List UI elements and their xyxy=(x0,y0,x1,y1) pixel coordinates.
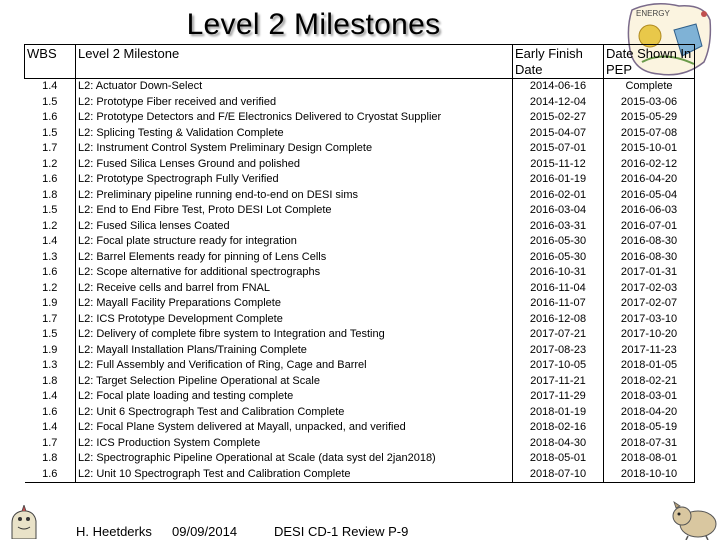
table-row xyxy=(25,374,695,390)
date-shown-cell: 2017-03-10 xyxy=(604,312,695,328)
early-finish-cell: 2018-04-30 xyxy=(513,436,604,452)
table-row xyxy=(25,265,695,281)
early-finish-cell: 2014-06-16 xyxy=(513,79,604,95)
early-finish-cell: 2016-05-30 xyxy=(513,250,604,266)
wbs-cell: 1.2 xyxy=(25,219,76,235)
table-row xyxy=(25,188,695,204)
footer-event: DESI CD-1 Review P-9 xyxy=(274,524,409,539)
early-finish-cell: 2018-01-19 xyxy=(513,405,604,421)
milestones-table xyxy=(24,44,695,483)
early-finish-cell: 2016-03-31 xyxy=(513,219,604,235)
milestone-cell: L2: Delivery of complete fibre system to Integration and Testing xyxy=(76,327,513,343)
table-row xyxy=(25,110,695,126)
early-finish-cell: 2017-10-05 xyxy=(513,358,604,374)
header-early-finish: Early Finish Date xyxy=(513,45,604,79)
date-shown-cell: 2018-10-10 xyxy=(604,467,695,483)
date-shown-cell: 2016-06-03 xyxy=(604,203,695,219)
table-header-row xyxy=(25,45,695,79)
wbs-cell: 1.3 xyxy=(25,250,76,266)
wbs-cell: 1.7 xyxy=(25,312,76,328)
wbs-cell: 1.5 xyxy=(25,327,76,343)
milestone-cell: L2: Spectrographic Pipeline Operational at Scale (data syst del 2jan2018) xyxy=(76,451,513,467)
date-shown-cell: 2018-08-01 xyxy=(604,451,695,467)
early-finish-cell: 2014-12-04 xyxy=(513,95,604,111)
milestone-cell: L2: Actuator Down-Select xyxy=(76,79,513,95)
early-finish-cell: 2018-07-10 xyxy=(513,467,604,483)
date-shown-cell: 2016-04-20 xyxy=(604,172,695,188)
milestone-cell: L2: Scope alternative for additional spectrographs xyxy=(76,265,513,281)
table-row xyxy=(25,281,695,297)
milestone-cell: L2: Barrel Elements ready for pinning of Lens Cells xyxy=(76,250,513,266)
milestone-cell: L2: Fused Silica Lenses Ground and polished xyxy=(76,157,513,173)
table-row xyxy=(25,389,695,405)
date-shown-cell: 2015-05-29 xyxy=(604,110,695,126)
milestone-cell: L2: Focal plate loading and testing complete xyxy=(76,389,513,405)
date-shown-cell: 2016-05-04 xyxy=(604,188,695,204)
logo-text: ENERGY xyxy=(636,9,670,18)
date-shown-cell: 2017-02-07 xyxy=(604,296,695,312)
milestone-cell: L2: Unit 10 Spectrograph Test and Calibration Complete xyxy=(76,467,513,483)
wbs-cell: 1.5 xyxy=(25,203,76,219)
milestone-cell: L2: ICS Production System Complete xyxy=(76,436,513,452)
table-row xyxy=(25,436,695,452)
date-shown-cell: 2016-08-30 xyxy=(604,250,695,266)
table-row xyxy=(25,234,695,250)
wbs-cell: 1.6 xyxy=(25,405,76,421)
date-shown-cell: 2017-01-31 xyxy=(604,265,695,281)
early-finish-cell: 2017-11-21 xyxy=(513,374,604,390)
table-row xyxy=(25,126,695,142)
table-row xyxy=(25,327,695,343)
date-shown-cell: 2016-08-30 xyxy=(604,234,695,250)
early-finish-cell: 2018-05-01 xyxy=(513,451,604,467)
footer-author: H. Heetderks xyxy=(76,524,152,539)
milestone-cell: L2: Instrument Control System Preliminary Design Complete xyxy=(76,141,513,157)
wbs-cell: 1.8 xyxy=(25,374,76,390)
cartoon-figure-right xyxy=(668,490,720,540)
date-shown-cell: 2018-07-31 xyxy=(604,436,695,452)
date-shown-cell: 2015-07-08 xyxy=(604,126,695,142)
table-row xyxy=(25,467,695,483)
wbs-cell: 1.4 xyxy=(25,234,76,250)
early-finish-cell: 2015-07-01 xyxy=(513,141,604,157)
header-milestone: Level 2 Milestone xyxy=(76,45,513,79)
header-date-shown: Date Shown In PEP xyxy=(604,45,695,79)
early-finish-cell: 2015-11-12 xyxy=(513,157,604,173)
milestone-cell: L2: Focal plate structure ready for integration xyxy=(76,234,513,250)
table-row xyxy=(25,203,695,219)
wbs-cell: 1.5 xyxy=(25,126,76,142)
wbs-cell: 1.7 xyxy=(25,141,76,157)
date-shown-cell: 2016-07-01 xyxy=(604,219,695,235)
early-finish-cell: 2016-01-19 xyxy=(513,172,604,188)
early-finish-cell: 2015-02-27 xyxy=(513,110,604,126)
table-row xyxy=(25,358,695,374)
wbs-cell: 1.3 xyxy=(25,358,76,374)
date-shown-cell: 2015-03-06 xyxy=(604,95,695,111)
wbs-cell: 1.9 xyxy=(25,296,76,312)
milestone-cell: L2: End to End Fibre Test, Proto DESI Lot Complete xyxy=(76,203,513,219)
early-finish-cell: 2017-08-23 xyxy=(513,343,604,359)
date-shown-cell: 2015-10-01 xyxy=(604,141,695,157)
wbs-cell: 1.2 xyxy=(25,157,76,173)
milestone-cell: L2: Mayall Facility Preparations Complete xyxy=(76,296,513,312)
table-row xyxy=(25,420,695,436)
table-row xyxy=(25,79,695,95)
wbs-cell: 1.6 xyxy=(25,110,76,126)
early-finish-cell: 2016-10-31 xyxy=(513,265,604,281)
early-finish-cell: 2016-12-08 xyxy=(513,312,604,328)
table-row xyxy=(25,451,695,467)
wbs-cell: 1.6 xyxy=(25,467,76,483)
table-row xyxy=(25,296,695,312)
table-row xyxy=(25,219,695,235)
cartoon-figure-left xyxy=(4,505,44,539)
date-shown-cell: 2017-02-03 xyxy=(604,281,695,297)
milestone-cell: L2: Prototype Spectrograph Fully Verified xyxy=(76,172,513,188)
milestone-cell: L2: Full Assembly and Verification of Ring, Cage and Barrel xyxy=(76,358,513,374)
milestone-cell: L2: Prototype Fiber received and verified xyxy=(76,95,513,111)
date-shown-cell: 2018-01-05 xyxy=(604,358,695,374)
early-finish-cell: 2016-11-04 xyxy=(513,281,604,297)
wbs-cell: 1.2 xyxy=(25,281,76,297)
table-row xyxy=(25,405,695,421)
date-shown-cell: 2016-02-12 xyxy=(604,157,695,173)
date-shown-cell: Complete xyxy=(604,79,695,95)
milestone-cell: L2: Mayall Installation Plans/Training Complete xyxy=(76,343,513,359)
early-finish-cell: 2016-03-04 xyxy=(513,203,604,219)
date-shown-cell: 2018-03-01 xyxy=(604,389,695,405)
milestone-cell: L2: Unit 6 Spectrograph Test and Calibration Complete xyxy=(76,405,513,421)
date-shown-cell: 2017-11-23 xyxy=(604,343,695,359)
wbs-cell: 1.4 xyxy=(25,79,76,95)
wbs-cell: 1.4 xyxy=(25,420,76,436)
date-shown-cell: 2017-10-20 xyxy=(604,327,695,343)
wbs-cell: 1.6 xyxy=(25,172,76,188)
page-title: Level 2 Milestones xyxy=(186,8,441,41)
milestone-cell: L2: Splicing Testing & Validation Complete xyxy=(76,126,513,142)
early-finish-cell: 2016-05-30 xyxy=(513,234,604,250)
early-finish-cell: 2016-02-01 xyxy=(513,188,604,204)
wbs-cell: 1.7 xyxy=(25,436,76,452)
early-finish-cell: 2017-07-21 xyxy=(513,327,604,343)
milestone-cell: L2: Preliminary pipeline running end-to-end on DESI sims xyxy=(76,188,513,204)
header-wbs: WBS xyxy=(25,45,76,79)
table-row xyxy=(25,312,695,328)
wbs-cell: 1.6 xyxy=(25,265,76,281)
wbs-cell: 1.5 xyxy=(25,95,76,111)
table-row xyxy=(25,172,695,188)
milestone-cell: L2: Focal Plane System delivered at Mayall, unpacked, and verified xyxy=(76,420,513,436)
milestone-cell: L2: ICS Prototype Development Complete xyxy=(76,312,513,328)
wbs-cell: 1.9 xyxy=(25,343,76,359)
wbs-cell: 1.4 xyxy=(25,389,76,405)
wbs-cell: 1.8 xyxy=(25,188,76,204)
date-shown-cell: 2018-02-21 xyxy=(604,374,695,390)
milestone-cell: L2: Target Selection Pipeline Operational at Scale xyxy=(76,374,513,390)
table-row xyxy=(25,95,695,111)
table-row xyxy=(25,141,695,157)
early-finish-cell: 2015-04-07 xyxy=(513,126,604,142)
early-finish-cell: 2018-02-16 xyxy=(513,420,604,436)
early-finish-cell: 2016-11-07 xyxy=(513,296,604,312)
milestone-cell: L2: Fused Silica lenses Coated xyxy=(76,219,513,235)
table-row xyxy=(25,157,695,173)
early-finish-cell: 2017-11-29 xyxy=(513,389,604,405)
date-shown-cell: 2018-04-20 xyxy=(604,405,695,421)
date-shown-cell: 2018-05-19 xyxy=(604,420,695,436)
table-row xyxy=(25,343,695,359)
milestone-cell: L2: Receive cells and barrel from FNAL xyxy=(76,281,513,297)
wbs-cell: 1.8 xyxy=(25,451,76,467)
table-row xyxy=(25,250,695,266)
footer-date: 09/09/2014 xyxy=(172,524,238,539)
milestone-cell: L2: Prototype Detectors and F/E Electronics Delivered to Cryostat Supplier xyxy=(76,110,513,126)
